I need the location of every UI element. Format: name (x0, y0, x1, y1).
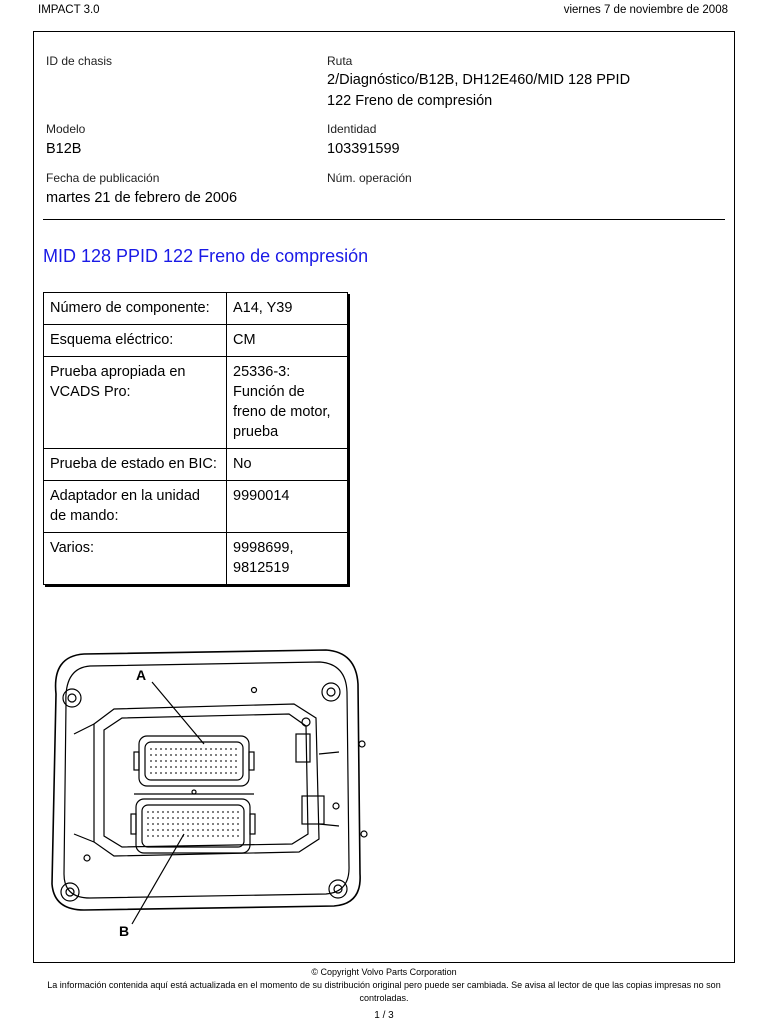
table-key: Prueba apropiada en VCADS Pro: (44, 357, 227, 449)
disclaimer-text: La información contenida aquí está actualizada en el momento de su distribución original pero puede ser cambiada. Se avisa al lector de que las copias impresas no son controladas. (47, 980, 721, 1003)
table-key: Adaptador en la unidad de mando: (44, 481, 227, 533)
header-divider (43, 219, 725, 220)
table-value: 25336-3: Función de freno de motor, prueba (227, 357, 348, 449)
model-label: Modelo (46, 122, 86, 136)
table-value: A14, Y39 (227, 293, 348, 325)
table-row (44, 357, 348, 449)
callout-a: A (136, 667, 147, 683)
header-date: viernes 7 de noviembre de 2008 (563, 4, 728, 16)
chassis-label: ID de chasis (46, 54, 113, 68)
model-value: B12B (46, 141, 82, 157)
page-footer (40, 966, 728, 1005)
table-row (44, 325, 348, 357)
table-value: CM (227, 325, 348, 357)
identity-label: Identidad (327, 122, 377, 136)
table-value: No (227, 449, 348, 481)
page-header (38, 4, 728, 20)
table-key: Esquema eléctrico: (44, 325, 227, 357)
table-value: 9990014 (227, 481, 348, 533)
route-label: Ruta (327, 54, 353, 68)
operation-number-label: Núm. operación (327, 171, 412, 185)
route-line-1: 2/Diagnóstico/B12B, DH12E460/MID 128 PPID (327, 72, 631, 88)
copyright-text: © Copyright Volvo Parts Corporation (311, 967, 457, 977)
table-value: 9998699, 9812519 (227, 533, 348, 585)
table-row (44, 481, 348, 533)
callout-b: B (119, 923, 130, 939)
route-line-2: 122 Freno de compresión (327, 93, 493, 109)
table-row (44, 533, 348, 585)
publication-date-value: martes 21 de febrero de 2006 (46, 190, 238, 206)
table-row (44, 449, 348, 481)
table-row (44, 293, 348, 325)
document-title: MID 128 PPID 122 Freno de compresión (43, 246, 369, 266)
table-key: Número de componente: (44, 293, 227, 325)
identity-value: 103391599 (327, 141, 400, 157)
table-key: Prueba de estado en BIC: (44, 449, 227, 481)
ecu-diagram (44, 634, 374, 939)
document-frame (33, 31, 735, 963)
table-key: Varios: (44, 533, 227, 585)
app-name: IMPACT 3.0 (38, 4, 100, 16)
publication-date-label: Fecha de publicación (46, 171, 160, 185)
page-number: 1 / 3 (374, 1010, 394, 1021)
spec-table (43, 292, 348, 585)
